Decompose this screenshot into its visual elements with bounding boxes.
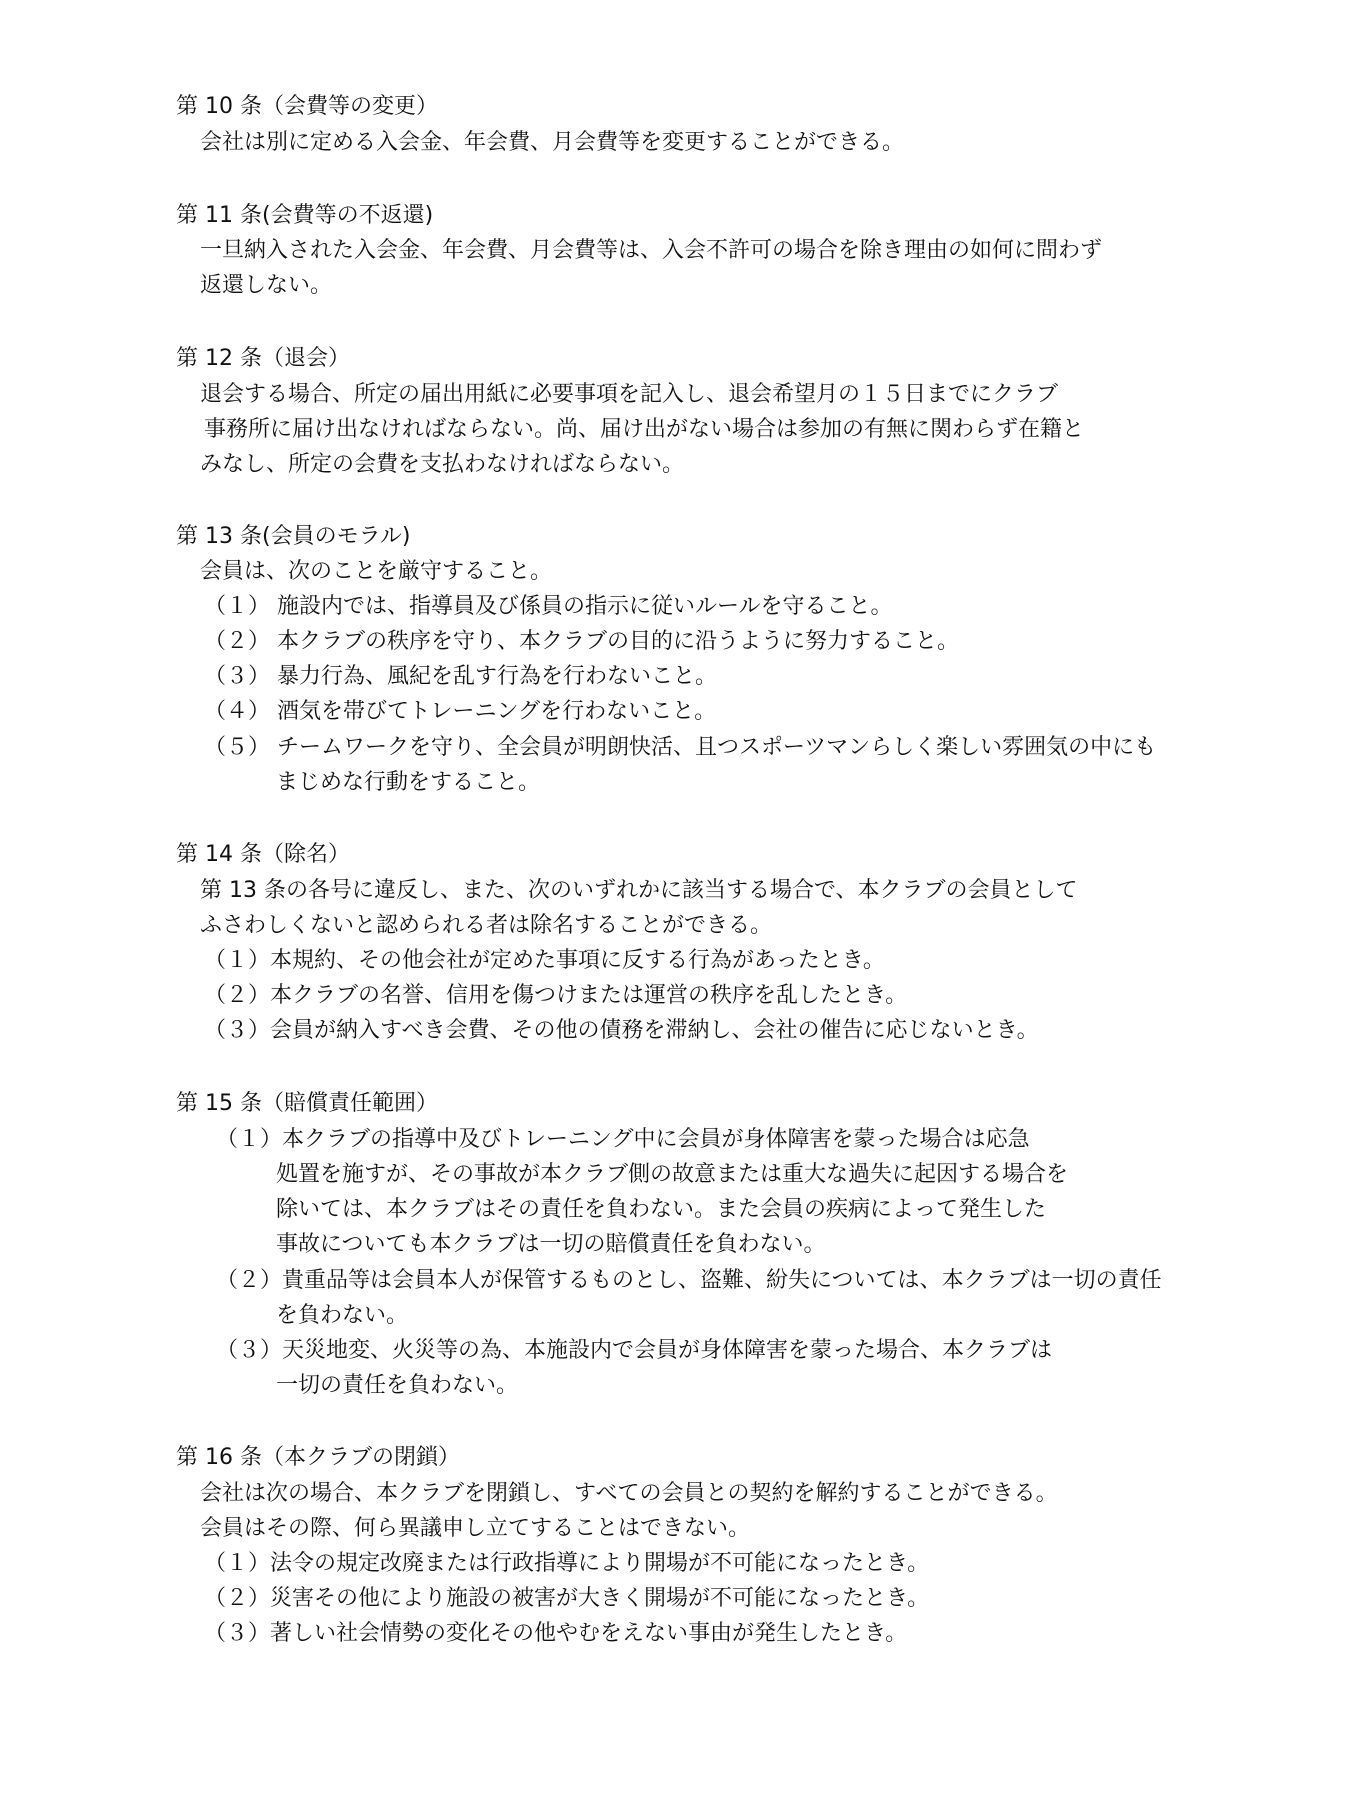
article-13-item: （１） 施設内では、指導員及び係員の指示に従いルールを守ること。 [204,594,893,619]
article-12-heading: 第 12 条（退会） [176,346,350,371]
article-16-item: （１）法令の規定改廃または行政指導により開場が不可能になったとき。 [204,1551,930,1576]
article-13-item: （３） 暴力行為、風紀を乱す行為を行わないこと。 [204,664,717,689]
article-12-text-line: 退会する場合、所定の届出用紙に必要事項を記入し、退会希望月の１５日までにクラブ [200,382,1059,407]
article-13-item: （５） チームワークを守り、全会員が明朗快活、且つスポーツマンらしく楽しい雰囲気の中にも [204,735,1157,760]
article-13-item: （４） 酒気を帯びてトレーニングを行わないこと。 [204,699,717,724]
article-14-item: （３）会員が納入すべき会費、その他の債務を滞納し、会社の催告に応じないとき。 [204,1018,1039,1043]
article-16-item: （２）災害その他により施設の被害が大きく開場が不可能になったとき。 [204,1586,930,1611]
article-12-text-line: 事務所に届け出なければならない。尚、届け出がない場合は参加の有無に関わらず在籍と [204,417,1085,442]
article-13-item: （２） 本クラブの秩序を守り、本クラブの目的に沿うように努力すること。 [204,629,959,654]
article-15-item-continuation: 除いては、本クラブはその責任を負わない。また会員の疾病によって発生した [276,1197,1047,1222]
article-15-item: （３）天災地変、火災等の為、本施設内で会員が身体障害を蒙った場合、本クラブは [216,1338,1053,1363]
article-14-heading: 第 14 条（除名） [176,842,350,867]
article-11-heading: 第 11 条(会費等の不返還) [176,203,434,228]
article-11-text-line: 一旦納入された入会金、年会費、月会費等は、入会不許可の場合を除き理由の如何に問わず [200,238,1103,263]
article-15-item-continuation: 処置を施すが、その事故が本クラブ側の故意または重大な過失に起因する場合を [276,1162,1069,1187]
article-15-item-continuation: 事故についても本クラブは一切の賠償責任を負わない。 [276,1232,826,1257]
article-15-item: （２）貴重品等は会員本人が保管するものとし、盗難、紛失については、本クラブは一切の責任 [216,1268,1162,1293]
article-14-text-line: ふさわしくないと認められる者は除名することができる。 [200,913,773,938]
article-16-heading: 第 16 条（本クラブの閉鎖） [176,1445,460,1470]
article-15-item: （１）本クラブの指導中及びトレーニング中に会員が身体障害を蒙った場合は応急 [216,1127,1030,1152]
article-10-heading: 第 10 条（会費等の変更） [176,94,438,119]
article-13-intro: 会員は、次のことを厳守すること。 [200,559,553,584]
article-14-text-line: 第 13 条の各号に違反し、また、次のいずれかに該当する場合で、本クラブの会員として [200,878,1078,903]
article-15-heading: 第 15 条（賠償責任範囲） [176,1091,438,1116]
article-12-text-line: みなし、所定の会費を支払わなければならない。 [200,452,685,477]
article-14-item: （１）本規約、その他会社が定めた事項に反する行為があったとき。 [204,948,885,973]
article-16-text-line: 会員はその際、何ら異議申し立てすることはできない。 [200,1516,751,1541]
article-16-text-line: 会社は次の場合、本クラブを閉鎖し、すべての会員との契約を解約することができる。 [200,1481,1058,1506]
article-14-item: （２）本クラブの名誉、信用を傷つけまたは運営の秩序を乱したとき。 [204,983,908,1008]
article-13-heading: 第 13 条(会員のモラル) [176,524,411,549]
article-13-item-continuation: まじめな行動をすること。 [276,770,541,795]
article-10-text: 会社は別に定める入会金、年会費、月会費等を変更することができる。 [200,130,905,155]
article-16-item: （３）著しい社会情勢の変化その他やむをえない事由が発生したとき。 [204,1621,908,1646]
article-11-text-line: 返還しない。 [200,273,333,298]
article-15-item-continuation: 一切の責任を負わない。 [276,1373,519,1398]
article-15-item-continuation: を負わない。 [276,1303,409,1328]
